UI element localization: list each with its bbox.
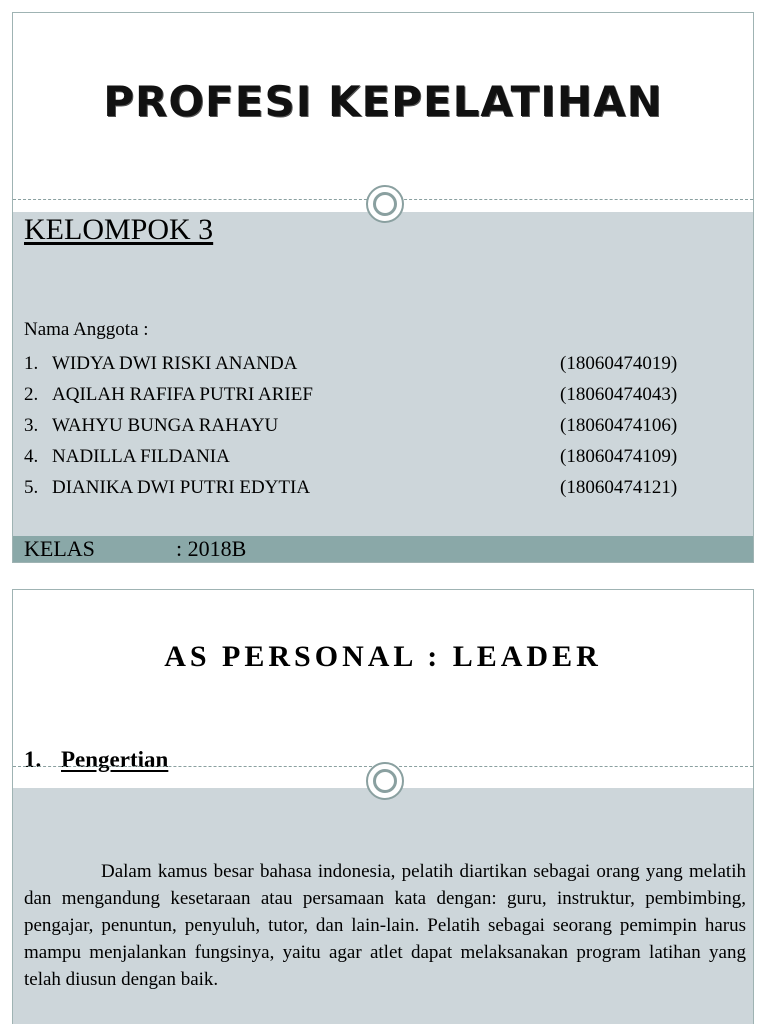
member-id: (18060474121) (560, 477, 678, 498)
slide-2 (12, 589, 754, 1024)
member-name: WAHYU BUNGA RAHAYU (52, 415, 279, 436)
body-paragraph: Dalam kamus besar bahasa indonesia, pelatih diartikan sebagai orang yang melatih dan mengandung kesetaraan atau persamaan kata dengan: guru, instruktur, pembimbing, pengajar, penuntun, penyuluh, tutor, dan lain-lain. Pelatih sebagai seorang pemimpin harus mampu menjalankan fungsinya, yaitu agar atlet dapat melaksanakan program latihan yang telah diusun dengan baik. (24, 861, 746, 990)
ring-icon (366, 185, 404, 223)
slide-1 (12, 12, 754, 563)
member-number: 3. (24, 415, 39, 436)
member-id: (18060474106) (560, 415, 678, 436)
section-heading (24, 747, 168, 773)
group-heading: KELOMPOK 3 (24, 213, 214, 246)
list-item (24, 379, 704, 410)
list-item (24, 441, 704, 472)
section-number: 1. (24, 747, 42, 772)
member-number: 1. (24, 353, 39, 374)
members-label: Nama Anggota : (24, 319, 149, 340)
member-name: NADILLA FILDANIA (52, 446, 230, 467)
footer-bar (13, 536, 753, 562)
slide-title: AS PERSONAL : LEADER (164, 640, 602, 673)
section-label: Pengertian (61, 747, 169, 772)
list-item (24, 410, 704, 441)
member-number: 4. (24, 446, 39, 467)
member-id: (18060474019) (560, 353, 678, 374)
member-number: 2. (24, 384, 39, 405)
member-list (24, 348, 704, 503)
ring-icon (366, 762, 404, 800)
member-id: (18060474043) (560, 384, 678, 405)
slide-title: PROFESI KEPELATIHAN (103, 77, 663, 126)
list-item (24, 348, 704, 379)
class-label: KELAS (24, 536, 95, 561)
member-number: 5. (24, 477, 39, 498)
class-value: : 2018B (176, 536, 247, 561)
title-band (13, 590, 753, 772)
member-id: (18060474109) (560, 446, 678, 467)
member-name: AQILAH RAFIFA PUTRI ARIEF (52, 384, 313, 405)
member-name: WIDYA DWI RISKI ANANDA (52, 353, 298, 374)
title-band (13, 13, 753, 200)
list-item (24, 472, 704, 503)
member-name: DIANIKA DWI PUTRI EDYTIA (52, 477, 311, 498)
